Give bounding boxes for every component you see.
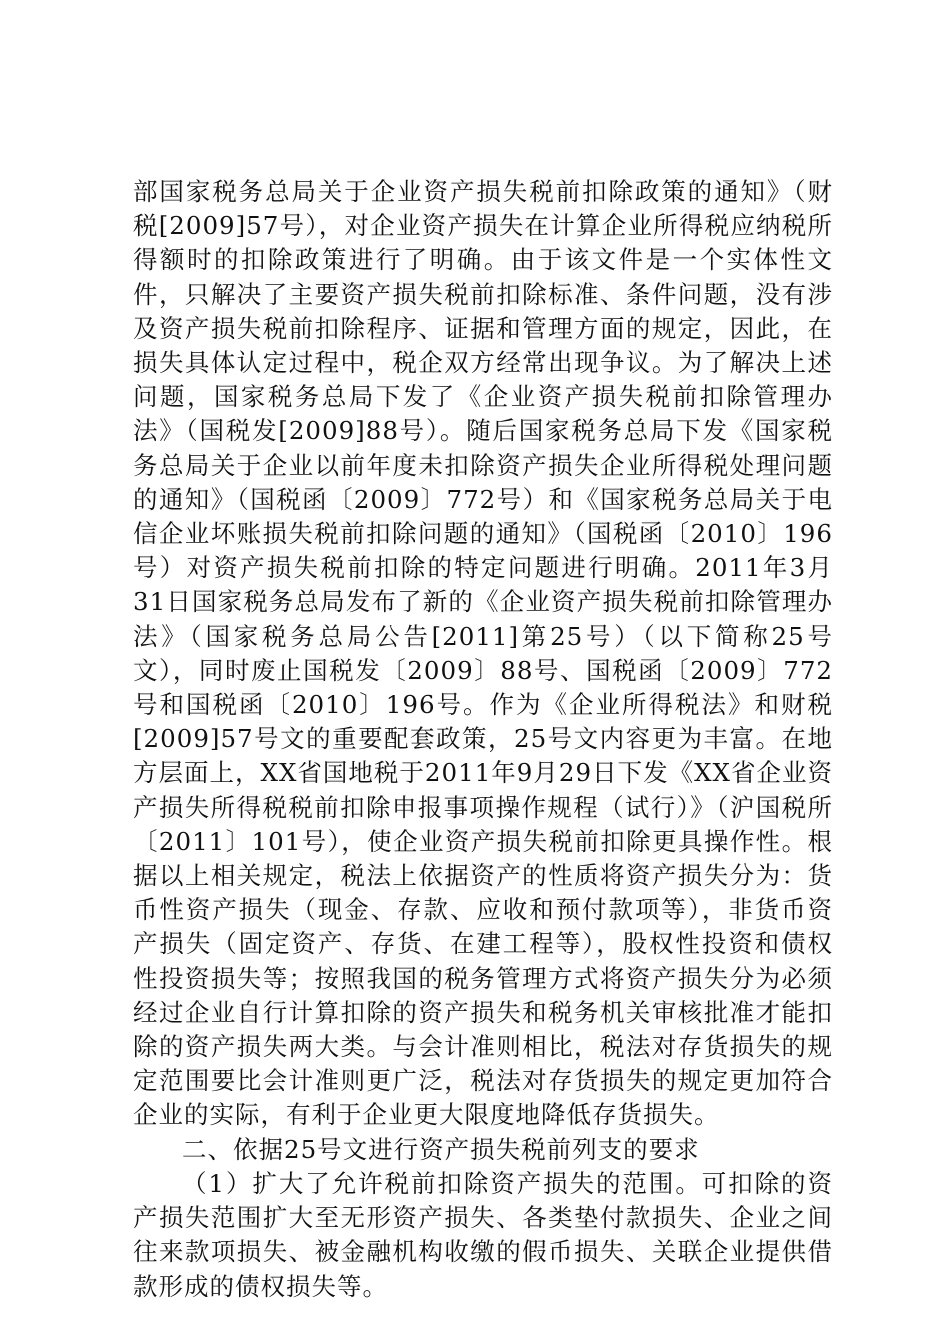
body-paragraph: （1）扩大了允许税前扣除资产损失的范围。可扣除的资产损失范围扩大至无形资产损失、各类垫付款损失、企业之间往来款项损失、被金融机构收缴的假币损失、关联企业提供借款形成的债权损失等。	[133, 1168, 833, 1301]
section-heading: 二、依据25号文进行资产损失税前列支的要求	[182, 1134, 700, 1164]
body-paragraph: 部国家税务总局关于企业资产损失税前扣除政策的通知》（财税[2009]57号），对企业资产损失在计算企业所得税应纳税所得额时的扣除政策进行了明确。由于该文件是一个实体性文件，只解决了主要资产损失税前扣除标准、条件问题，没有涉及资产损失税前扣除程序、证据和管理方面的规定，因此，在损失具体认定过程中，税企双方经常出现争议。为了解决上述问题，国家税务总局下发了《企业资产损失税前扣除管理办法》（国税发[2009]88号）。随后国家税务总局下发《国家税务总局关于企业以前年度未扣除资产损失企业所得税处理问题的通知》（国税函〔2009〕772号）和《国家税务总局关于电信企业坏账损失税前扣除问题的通知》（国税函〔2010〕196号）对资产损失税前扣除的特定问题进行明确。2011年3月31日国家税务总局发布了新的《企业资产损失税前扣除管理办法》（国家税务总局公告[2011]第25号）（以下简称25号文），同时废止国税发〔2009〕88号、国税函〔2009〕772号和国税函〔2010〕196号。作为《企业所得税法》和财税[2009]57号文的重要配套政策，25号文内容更为丰富。在地方层面上，XX省国地税于2011年9月29日下发《XX省企业资产损失所得税税前扣除申报事项操作规程（试行）》（沪国税所〔2011〕101号），使企业资产损失税前扣除更具操作性。根据以上相关规定，税法上依据资产的性质将资产损失分为：货币性资产损失（现金、存款、应收和预付款项等），非货币资产损失（固定资产、存货、在建工程等），股权性投资和债权性投资损失等；按照我国的税务管理方式将资产损失分为必须经过企业自行计算扣除的资产损失和税务机关审核批准才能扣除的资产损失两大类。与会计准则相比，税法对存货损失的规定范围要比会计准则更广泛，税法对存货损失的规定更加符合企业的实际，有利于企业更大限度地降低存货损失。	[133, 177, 833, 1130]
document-page	[133, 175, 833, 1304]
